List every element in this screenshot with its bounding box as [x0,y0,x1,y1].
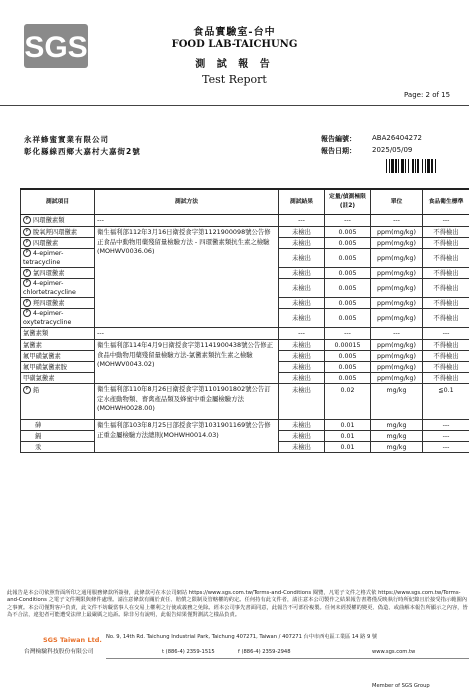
loq-cell: 0.02 [325,384,371,420]
barcode-bar [395,159,397,173]
result-cell: --- [279,328,325,340]
client-address: 彰化縣線西鄉大嘉村大嘉街2號 [24,147,141,156]
result-cell: 未檢出 [279,249,325,268]
item-cell: 氯黴素類 [21,328,95,340]
item-cell: 砷 [21,420,95,431]
barcode-bar [386,159,387,173]
limit-cell: --- [423,328,469,340]
header-method: 測試方法 [95,189,279,215]
loq-cell: 0.005 [325,279,371,298]
limit-cell: 不得檢出 [423,298,469,309]
table-row [21,328,469,340]
footer-fax: f (886-4) 2359-2948 [238,649,291,655]
result-cell: 未檢出 [279,279,325,298]
result-cell: 未檢出 [279,238,325,249]
loq-cell: 0.00015 [325,340,371,351]
unit-cell: --- [371,215,423,227]
barcode [386,158,454,172]
limit-cell: 不得檢出 [423,351,469,362]
limit-cell: ≦0.1 [423,384,469,420]
accredited-mark-icon: P [23,386,31,394]
loq-cell: 0.01 [325,442,371,453]
header-rule [0,105,469,106]
loq-cell: 0.005 [325,268,371,279]
result-cell: 未檢出 [279,373,325,384]
limit-cell: --- [423,215,469,227]
result-cell: 未檢出 [279,268,325,279]
item-cell: 甲磺氯黴素 [21,373,95,384]
item-cell: P 氯四環黴素 [21,268,95,279]
method-cell: 衛生福利部112年3月16日衛授食字第1121900098號公告修正食品中動物用藥殘留量檢驗方法 - 四環黴素類抗生素之檢驗(MOHWV0036.06) [95,227,279,328]
table-row [21,340,469,351]
table-row [21,384,469,420]
limit-cell: 不得檢出 [423,362,469,373]
result-cell: 未檢出 [279,384,325,420]
item-cell: P 四環黴素 [21,238,95,249]
item-cell: P 4-epimer-oxytetracycline [21,309,95,328]
result-cell: 未檢出 [279,340,325,351]
barcode-bar [415,159,416,173]
loq-cell: 0.005 [325,362,371,373]
report-no-label: 報告編號： [321,135,356,143]
barcode-bar [431,159,433,173]
item-cell: P 鉛 [21,384,95,420]
barcode-bar [427,159,430,173]
loq-cell: 0.005 [325,227,371,238]
result-cell: 未檢出 [279,309,325,328]
svg-text:SGS: SGS [24,31,88,64]
lab-name-cn: 食品實驗室-台中 [193,27,276,38]
result-cell: 未檢出 [279,362,325,373]
item-cell: P 脫氧羥四環黴素 [21,227,95,238]
method-cell: 衛生福利部110年8月26日衛授食字第1101901802號公告訂定水產動物類、畜禽產品類及蜂蜜中重金屬檢驗方法(MOHWH0028.00) [95,384,279,420]
limit-cell: 不得檢出 [423,373,469,384]
table-row [21,227,469,238]
unit-cell: ppm(mg/kg) [371,298,423,309]
unit-cell: mg/kg [371,442,423,453]
result-cell: --- [279,215,325,227]
unit-cell: --- [371,328,423,340]
item-cell: P 羥四環黴素 [21,298,95,309]
loq-cell: 0.005 [325,298,371,309]
limit-cell: 不得檢出 [423,279,469,298]
unit-cell: mg/kg [371,420,423,431]
barcode-bar [398,159,399,173]
header-loq: 定量/偵測極限(註2) [325,189,371,215]
item-cell: P 4-epimer-chlortetracycline [21,279,95,298]
unit-cell: ppm(mg/kg) [371,227,423,238]
footer-company-cn: 台灣檢驗科技股份有限公司 [24,649,94,655]
limit-cell: 不得檢出 [423,309,469,328]
result-cell: 未檢出 [279,431,325,442]
unit-cell: ppm(mg/kg) [371,351,423,362]
method-cell: 衛生福利部103年8月25日部授食字第1031901169號公告修正重金屬檢驗方法總則(MOHWH0014.03) [95,420,279,453]
unit-cell: ppm(mg/kg) [371,279,423,298]
barcode-bar [435,159,436,173]
loq-cell: 0.005 [325,351,371,362]
item-cell: 氟甲磺氯黴素胺 [21,362,95,373]
unit-cell: ppm(mg/kg) [371,373,423,384]
accredited-mark-icon: P [23,309,31,317]
accredited-mark-icon: P [23,279,31,287]
limit-cell: 不得檢出 [423,227,469,238]
item-cell: 氯黴素 [21,340,95,351]
loq-cell: --- [325,215,371,227]
result-cell: 未檢出 [279,298,325,309]
loq-cell: --- [325,328,371,340]
method-cell: --- [95,328,279,340]
loq-cell: 0.005 [325,309,371,328]
header-unit: 單位 [371,189,423,215]
limit-cell: --- [423,442,469,453]
loq-cell: 0.005 [325,373,371,384]
footer-website-link[interactable]: www.sgs.com.tw [372,649,416,655]
table-row [21,215,469,227]
unit-cell: mg/kg [371,384,423,420]
table-header-row [21,189,469,215]
barcode-bar [408,159,409,173]
limit-cell: 不得檢出 [423,340,469,351]
unit-cell: ppm(mg/kg) [371,268,423,279]
loq-cell: 0.01 [325,431,371,442]
limit-cell: 不得檢出 [423,249,469,268]
accredited-mark-icon: P [23,239,31,247]
report-date-label: 報告日期： [321,147,356,155]
loq-cell: 0.01 [325,420,371,431]
limit-cell: 不得檢出 [423,238,469,249]
unit-cell: ppm(mg/kg) [371,249,423,268]
barcode-bar [401,159,404,173]
item-cell: 氟甲磺氯黴素 [21,351,95,362]
accredited-mark-icon: P [23,228,31,236]
footer-tel: t (886-4) 2359-1515 [162,649,215,655]
unit-cell: ppm(mg/kg) [371,309,423,328]
header-item: 測試項目 [21,189,95,215]
unit-cell: mg/kg [371,431,423,442]
results-table [20,188,469,453]
footer-address: No. 9, 14th Rd. Taichung Industrial Park, Taichung 407271, Taiwan / 407271 台中市西屯區工業區 14 路 9 號 [106,634,378,640]
unit-cell: ppm(mg/kg) [371,362,423,373]
accredited-mark-icon: P [23,249,31,257]
result-cell: 未檢出 [279,442,325,453]
barcode-bar [425,159,426,173]
method-cell: 衛生福利部114年4月9日衛授食字第1141900438號公告修正食品中動物用藥殘留量檢驗方法-氯黴素類抗生素之檢驗(MOHWV0043.02) [95,340,279,384]
barcode-bar [391,159,394,173]
limit-cell: --- [423,431,469,442]
result-cell: 未檢出 [279,351,325,362]
result-cell: 未檢出 [279,420,325,431]
report-title-cn: 測 試 報 告 [195,59,274,70]
report-no-value: ABA26404272 [372,134,423,142]
footer-rule [106,658,469,659]
limit-cell: 不得檢出 [423,268,469,279]
result-cell: 未檢出 [279,227,325,238]
disclaimer-text: 此報告是本公司依照背面所印之通用服務條款所簽發，此條款可在本公司網站 https://www.sgs.com.tw/Terms-and-Conditions 閱覽，凡電子文件之格式依 https://www.sgs.com.tw/Terms-and-Conditions 之電子文件期限與條件處理。請注意條款有關於責任、賠償之限制及管轄權的約定。任何持有此文件者，請注意本公司製作之結果報告書將僅反映執行時所紀錄且於接受指示範圍內之事實。本公司僅對客戶負責，此文件不妨礙當事人在交易上權利之行使或義務之免除。經本公司事先書面同意，此報告不可部份複製。任何未經授權的變更、偽造、或曲解本報告所顯示之內容，皆為不合法，違犯者可能遭受法律上最嚴厲之追訴。除非另有說明，此報告結果僅對測試之樣品負責。 [7,590,468,619]
unit-cell: ppm(mg/kg) [371,238,423,249]
client-name: 永祥蜂蜜實業有限公司 [24,135,109,144]
item-cell: 汞 [21,442,95,453]
header-limit: 食品衛生標準 [423,189,469,215]
accredited-mark-icon: P [23,299,31,307]
footer-member: Member of SGS Group [372,683,430,689]
accredited-mark-icon: P [23,216,31,224]
barcode-bar [405,159,406,173]
item-cell: 鎘 [21,431,95,442]
barcode-bar [412,159,414,173]
limit-cell: --- [423,420,469,431]
report-date-value: 2025/05/09 [372,146,413,154]
page-number: Page: 2 of 15 [404,91,451,99]
barcode-bar [389,159,390,173]
report-title-en: Test Report [202,73,267,86]
unit-cell: ppm(mg/kg) [371,340,423,351]
loq-cell: 0.005 [325,249,371,268]
accredited-mark-icon: P [23,269,31,277]
header-result: 測試結果 [279,189,325,215]
lab-name-en: FOOD LAB-TAICHUNG [171,39,298,50]
item-cell: P 四環黴素類 [21,215,95,227]
barcode-bar [417,159,419,173]
footer-company-en: SGS Taiwan Ltd. [43,636,102,644]
barcode-bar [422,159,423,173]
loq-cell: 0.005 [325,238,371,249]
method-cell: --- [95,215,279,227]
table-row [21,420,469,431]
item-cell: P 4-epimer-tetracycline [21,249,95,268]
